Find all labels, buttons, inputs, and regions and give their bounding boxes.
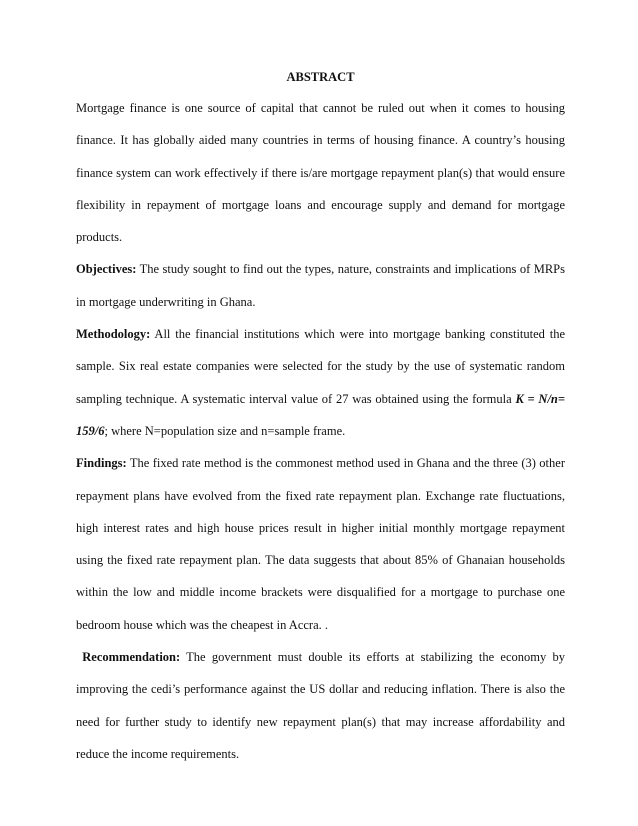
findings-label: Findings: bbox=[76, 456, 127, 471]
objectives-paragraph bbox=[76, 253, 565, 318]
abstract-heading: ABSTRACT bbox=[286, 70, 355, 84]
objectives-label: Objectives: bbox=[76, 262, 137, 277]
methodology-text-after: ; where N=population size and n=sample frame. bbox=[104, 423, 346, 438]
intro-text: Mortgage finance is one source of capital that cannot be ruled out when it comes to housing finance. It has globally aided many countries in terms of housing finance. A country’s housing finance system can work effectively if there is/are mortgage repayment plan(s) that would ensure flexibility in repayment of mortgage loans and encourage supply and demand for mortgage products. bbox=[76, 101, 565, 245]
findings-text: The fixed rate method is the commonest method used in Ghana and the three (3) other repayment plans have evolved from the fixed rate repayment plan. Exchange rate fluctuations, high interest rates and high house prices result in higher initial monthly mortgage repayment using the fixed rate repayment plan. The data suggests that about 85% of Ghanaian households within the low and middle income brackets were disqualified for a mortgage to purchase one bedroom house which was the cheapest in Accra. . bbox=[76, 456, 565, 632]
document-page bbox=[76, 62, 565, 770]
methodology-label: Methodology: bbox=[76, 327, 151, 342]
methodology-formula: K = N/n= 159/6 bbox=[76, 391, 565, 438]
recommendation-paragraph bbox=[76, 641, 565, 770]
intro-paragraph bbox=[76, 92, 565, 253]
recommendation-text: The government must double its efforts at stabilizing the economy by improving the cedi’s performance against the US dollar and reducing inflation. There is also the need for further study to identify new repayment plan(s) that may increase affordability and reduce the income requirements. bbox=[76, 650, 566, 761]
findings-paragraph bbox=[76, 447, 565, 641]
objectives-text: The study sought to find out the types, nature, constraints and implications of MRPs in mortgage underwriting in Ghana. bbox=[76, 262, 565, 309]
methodology-paragraph bbox=[76, 318, 565, 447]
recommendation-label: Recommendation: bbox=[82, 650, 181, 665]
methodology-text: All the financial institutions which were into mortgage banking constituted the sample. Six real estate companies were selected for the study by the use of systematic random sampling technique. A systematic interval value of 27 was obtained using the formula bbox=[76, 327, 565, 406]
